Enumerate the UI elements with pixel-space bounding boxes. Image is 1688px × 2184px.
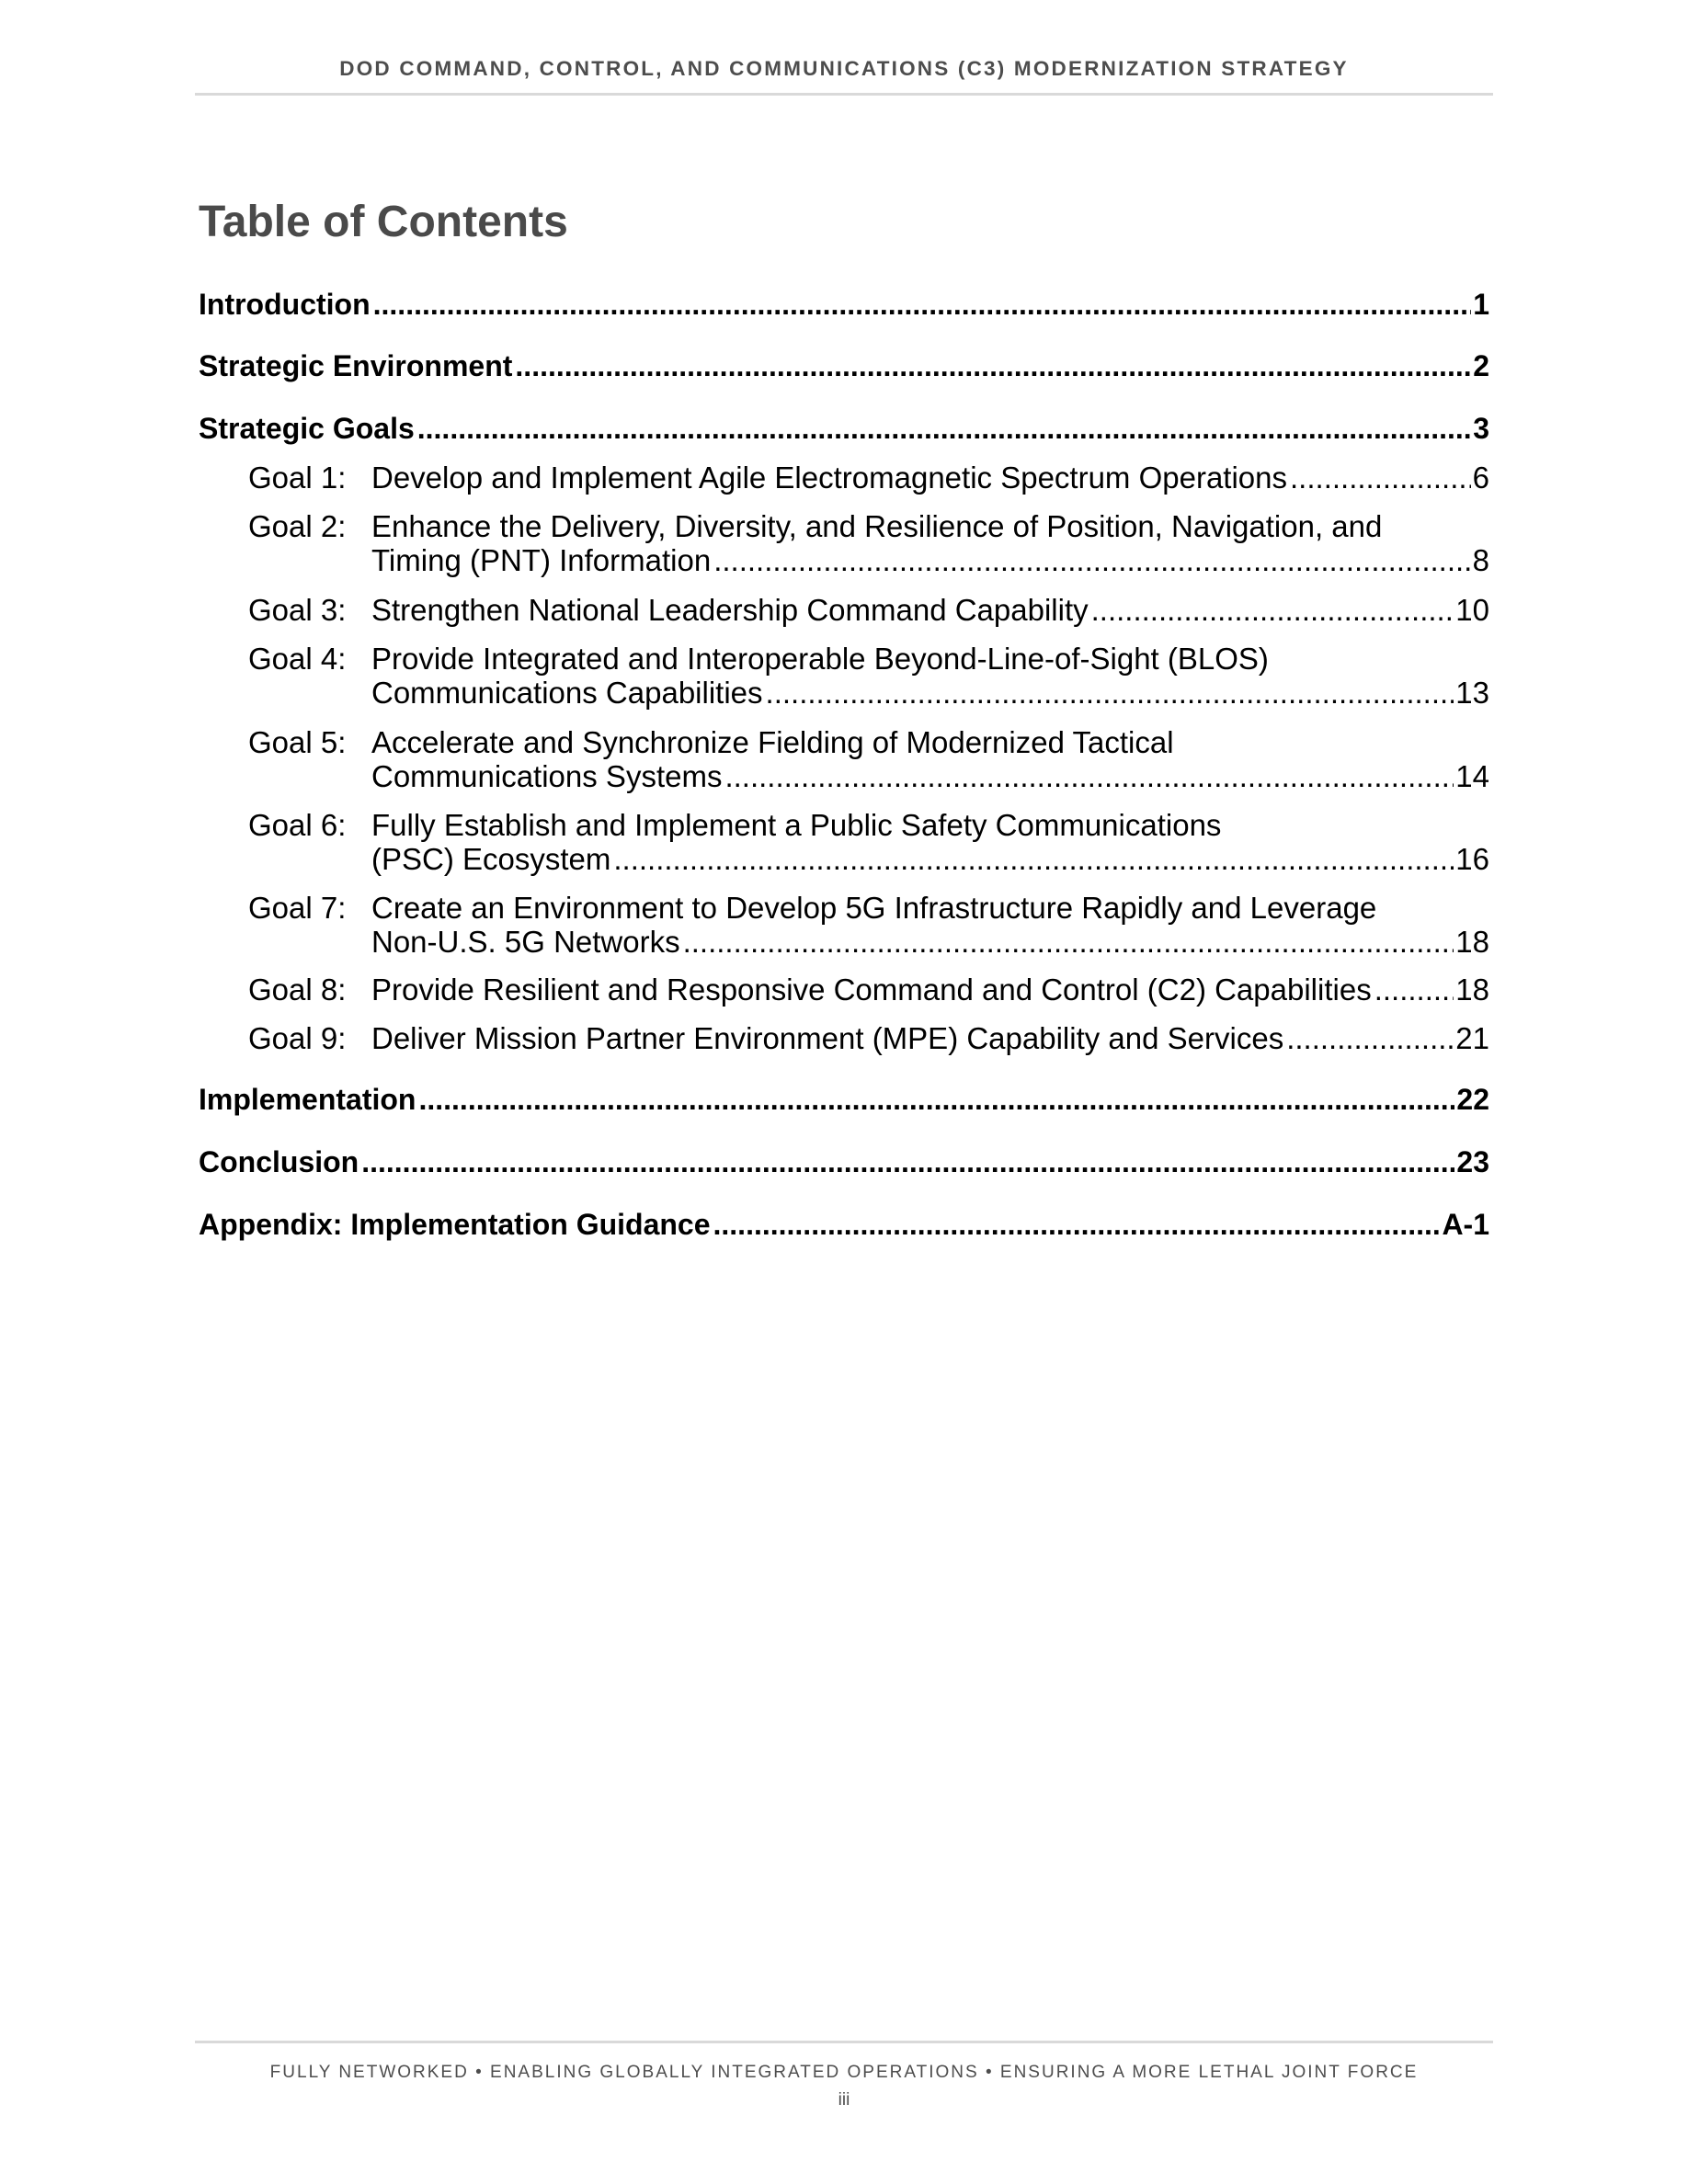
dot-leader: [373, 288, 1472, 322]
toc-page-number: 10: [1455, 593, 1489, 627]
toc-page-number: 23: [1456, 1145, 1489, 1178]
goal-title: Provide Resilient and Responsive Command and Control (C2) Capabilities: [371, 973, 1372, 1007]
toc-page-number: 18: [1455, 973, 1489, 1007]
goal-title: Provide Integrated and Interoperable Beyond-Line-of-Sight (BLOS): [371, 642, 1269, 676]
goal-title-continued: Communications Systems: [371, 759, 723, 793]
running-header: DOD COMMAND, CONTROL, AND COMMUNICATIONS (C3) MODERNIZATION STRATEGY: [339, 57, 1349, 80]
dot-leader: [417, 412, 1471, 446]
goal-number: Goal 3:: [248, 593, 347, 627]
toc-page-number: 16: [1455, 842, 1489, 876]
goal-title-continued: Communications Capabilities: [371, 676, 763, 710]
dot-leader: [713, 1208, 1441, 1242]
goal-number: Goal 4:: [248, 642, 347, 676]
toc-entry-appendix[interactable]: [199, 1208, 1489, 1242]
dot-leader: [1286, 1021, 1454, 1055]
toc-entry-label: Strategic Goals: [199, 412, 415, 445]
toc-page-number: 3: [1473, 412, 1489, 445]
dot-leader: [361, 1145, 1454, 1179]
goal-title-continued: Timing (PNT) Information: [371, 543, 712, 577]
goal-title: Create an Environment to Develop 5G Infrastructure Rapidly and Leverage: [371, 891, 1377, 925]
toc-entry-strategic-goals[interactable]: [199, 412, 1489, 446]
dot-leader: [613, 842, 1454, 876]
goal-number: Goal 9:: [248, 1021, 347, 1055]
dot-leader: [515, 349, 1471, 383]
toc-entry-label: Appendix: Implementation Guidance: [199, 1208, 711, 1241]
dot-leader: [683, 925, 1454, 959]
toc-entry-label: Strategic Environment: [199, 349, 513, 382]
toc-entry-introduction[interactable]: [199, 288, 1489, 322]
toc-page-number: A-1: [1442, 1208, 1489, 1241]
toc-page-number: 18: [1455, 925, 1489, 959]
toc-entry-label: Introduction: [199, 288, 371, 321]
goal-number: Goal 2:: [248, 509, 347, 543]
toc-page-number: 2: [1473, 349, 1489, 382]
toc-page-number: 14: [1455, 759, 1489, 793]
goal-title: Develop and Implement Agile Electromagnetic Spectrum Operations: [371, 461, 1288, 495]
dot-leader: [713, 543, 1470, 577]
goal-number: Goal 1:: [248, 461, 347, 495]
toc-page-number: 1: [1473, 288, 1489, 321]
toc-entry-label: Implementation: [199, 1083, 416, 1116]
goal-number: Goal 7:: [248, 891, 347, 925]
toc-page-number: 13: [1455, 676, 1489, 710]
footer-tagline: FULLY NETWORKED • ENABLING GLOBALLY INTEGRATED OPERATIONS • ENSURING A MORE LETHAL JOINT FORCE: [269, 2063, 1419, 2082]
goal-title: Enhance the Delivery, Diversity, and Resilience of Position, Navigation, and: [371, 509, 1383, 543]
goal-number: Goal 8:: [248, 973, 347, 1007]
toc-entry-conclusion[interactable]: [199, 1145, 1489, 1179]
toc-entry-strategic-environment[interactable]: [199, 349, 1489, 383]
goal-title: Accelerate and Synchronize Fielding of Modernized Tactical: [371, 725, 1174, 759]
dot-leader: [1290, 461, 1471, 495]
dot-leader: [766, 676, 1454, 710]
goal-number: Goal 6:: [248, 808, 347, 842]
dot-leader: [1091, 593, 1454, 627]
page-number: iii: [838, 2090, 850, 2110]
goal-title: Deliver Mission Partner Environment (MPE) Capability and Services: [371, 1021, 1284, 1055]
goal-title: Fully Establish and Implement a Public Safety Communications: [371, 808, 1222, 842]
footer-divider: [195, 2041, 1493, 2043]
toc-page-number: 21: [1455, 1021, 1489, 1055]
goal-title-continued: Non-U.S. 5G Networks: [371, 925, 680, 959]
goal-title-continued: (PSC) Ecosystem: [371, 842, 611, 876]
toc-page-number: 8: [1472, 543, 1489, 577]
dot-leader: [418, 1083, 1454, 1117]
goal-title: Strengthen National Leadership Command Capability: [371, 593, 1089, 627]
toc-entry-implementation[interactable]: [199, 1083, 1489, 1117]
goal-number: Goal 5:: [248, 725, 347, 759]
page-title: Table of Contents: [199, 198, 568, 246]
toc-entry-label: Conclusion: [199, 1145, 359, 1178]
table-of-contents: [199, 0, 1489, 1287]
dot-leader: [1374, 973, 1454, 1007]
dot-leader: [724, 759, 1454, 793]
toc-page-number: 6: [1472, 461, 1489, 495]
toc-page-number: 22: [1456, 1083, 1489, 1116]
